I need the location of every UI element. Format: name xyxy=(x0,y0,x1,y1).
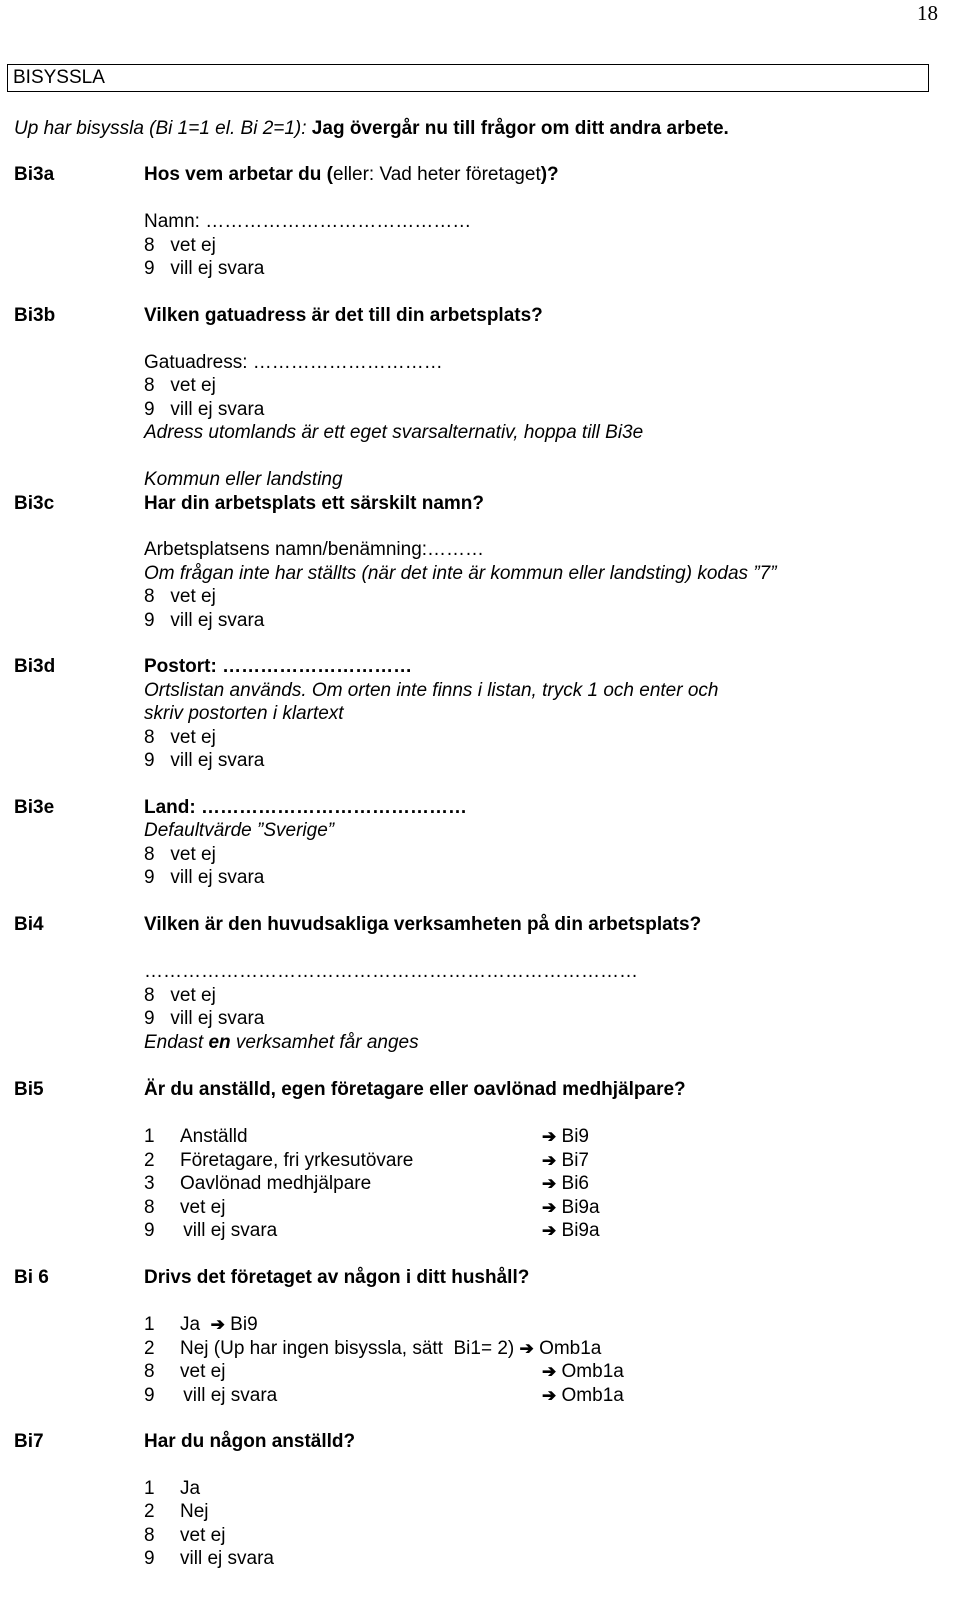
option-label: Nej xyxy=(180,1501,209,1522)
arrow-right-icon: ➔ xyxy=(542,1362,557,1381)
field-verksamhet[interactable]: …………………………………………………………………… xyxy=(144,961,638,982)
question-bi5: Är du anställd, egen företagare eller oavlönad medhjälpare? xyxy=(144,1079,686,1100)
option-label: vill ej svara xyxy=(180,1548,274,1569)
option-label: vill ej svara xyxy=(178,1385,278,1406)
list-item: 8 xyxy=(144,1197,155,1218)
option-vill-ej-svara: 9 vill ej svara xyxy=(144,750,265,771)
list-item: 8 xyxy=(144,1525,155,1546)
option-vet-ej: 8 vet ej xyxy=(144,844,216,865)
list-item: 9 xyxy=(144,1385,155,1406)
goto-omb1a: ➔ Omb1a xyxy=(542,1361,624,1382)
code-bi5: Bi5 xyxy=(14,1079,44,1100)
option-vill-ej-svara: 9 vill ej svara xyxy=(144,258,265,279)
option-label: vet ej xyxy=(180,1361,226,1382)
note-kommun: Kommun eller landsting xyxy=(144,469,343,490)
question-bi3c: Har din arbetsplats ett särskilt namn? xyxy=(144,493,484,514)
code-bi3e: Bi3e xyxy=(14,797,55,818)
option-vet-ej: 8 vet ej xyxy=(144,727,216,748)
intro-line: Up har bisyssla (Bi 1=1 el. Bi 2=1): Jag övergår nu till frågor om ditt andra arbete. xyxy=(14,118,729,139)
code-bi4: Bi4 xyxy=(14,914,44,935)
question-bi4: Vilken är den huvudsakliga verksamheten på din arbetsplats? xyxy=(144,914,702,935)
list-item: 1 xyxy=(144,1126,155,1147)
option-label: Företagare, fri yrkesutövare xyxy=(180,1150,414,1171)
note-bi3d-2: skriv postorten i klartext xyxy=(144,703,344,724)
note-bi4: Endast en verksamhet får anges xyxy=(144,1032,419,1053)
code-bi3c: Bi3c xyxy=(14,493,55,514)
code-bi3a: Bi3a xyxy=(14,164,55,185)
page-number: 18 xyxy=(917,1,938,25)
field-arbetsplatsens-namn[interactable]: Arbetsplatsens namn/benämning:……… xyxy=(144,539,485,560)
code-bi3d: Bi3d xyxy=(14,656,56,677)
arrow-right-icon: ➔ xyxy=(542,1198,557,1217)
option-ja: Ja ➔ Bi9 xyxy=(180,1314,258,1335)
list-item: 2 xyxy=(144,1150,155,1171)
question-bi3a: Hos vem arbetar du (eller: Vad heter företaget)? xyxy=(144,164,559,185)
option-label: vet ej xyxy=(180,1197,226,1218)
question-bi7: Har du någon anställd? xyxy=(144,1431,356,1452)
section-title: BISYSSLA xyxy=(13,67,105,88)
arrow-right-icon: ➔ xyxy=(542,1174,557,1193)
list-item: 2 xyxy=(144,1338,155,1359)
goto-bi9a: ➔ Bi9a xyxy=(542,1220,600,1241)
option-label: Anställd xyxy=(180,1126,248,1147)
option-vill-ej-svara: 9 vill ej svara xyxy=(144,1008,265,1029)
note-bi3c: Om frågan inte har ställts (när det inte är kommun eller landsting) kodas ”7” xyxy=(144,563,777,584)
code-bi3b: Bi3b xyxy=(14,305,56,326)
field-gatuadress[interactable]: Gatuadress: ………………………… xyxy=(144,352,443,373)
question-bi3b: Vilken gatuadress är det till din arbetsplats? xyxy=(144,305,543,326)
goto-bi6: ➔ Bi6 xyxy=(542,1173,589,1194)
goto-bi7: ➔ Bi7 xyxy=(542,1150,589,1171)
option-vill-ej-svara: 9 vill ej svara xyxy=(144,610,265,631)
field-namn[interactable]: Namn: …………………………………… xyxy=(144,211,472,232)
list-item: 3 xyxy=(144,1173,155,1194)
code-bi7: Bi7 xyxy=(14,1431,44,1452)
list-item: 2 xyxy=(144,1501,155,1522)
question-bi3d[interactable]: Postort: ………………………… xyxy=(144,656,413,677)
code-bi6: Bi 6 xyxy=(14,1267,49,1288)
option-nej: Nej (Up har ingen bisyssla, sätt Bi1= 2) ➔ Omb1a xyxy=(180,1338,602,1359)
list-item: 9 xyxy=(144,1548,155,1569)
option-vet-ej: 8 vet ej xyxy=(144,235,216,256)
option-label: Oavlönad medhjälpare xyxy=(180,1173,372,1194)
arrow-right-icon: ➔ xyxy=(542,1221,557,1240)
option-label: vet ej xyxy=(180,1525,226,1546)
note-bi3e: Defaultvärde ”Sverige” xyxy=(144,820,335,841)
note-bi3b: Adress utomlands är ett eget svarsalternativ, hoppa till Bi3e xyxy=(144,422,644,443)
goto-bi9a: ➔ Bi9a xyxy=(542,1197,600,1218)
option-vill-ej-svara: 9 vill ej svara xyxy=(144,867,265,888)
question-bi6: Drivs det företaget av någon i ditt hushåll? xyxy=(144,1267,530,1288)
list-item: 9 xyxy=(144,1220,155,1241)
goto-bi9: ➔ Bi9 xyxy=(542,1126,589,1147)
question-bi3e[interactable]: Land: …………………………………… xyxy=(144,797,467,818)
list-item: 1 xyxy=(144,1478,155,1499)
goto-omb1a: ➔ Omb1a xyxy=(542,1385,624,1406)
note-bi3d-1: Ortslistan används. Om orten inte finns i listan, tryck 1 och enter och xyxy=(144,680,719,701)
option-vet-ej: 8 vet ej xyxy=(144,586,216,607)
option-label: Ja xyxy=(180,1478,201,1499)
option-vill-ej-svara: 9 vill ej svara xyxy=(144,399,265,420)
option-vet-ej: 8 vet ej xyxy=(144,375,216,396)
arrow-right-icon: ➔ xyxy=(542,1386,557,1405)
option-vet-ej: 8 vet ej xyxy=(144,985,216,1006)
section-header xyxy=(7,64,929,92)
list-item: 8 xyxy=(144,1361,155,1382)
arrow-right-icon: ➔ xyxy=(542,1151,557,1170)
option-label: vill ej svara xyxy=(178,1220,278,1241)
arrow-right-icon: ➔ xyxy=(519,1339,534,1358)
list-item: 1 xyxy=(144,1314,155,1335)
arrow-right-icon: ➔ xyxy=(210,1315,225,1334)
arrow-right-icon: ➔ xyxy=(542,1127,557,1146)
